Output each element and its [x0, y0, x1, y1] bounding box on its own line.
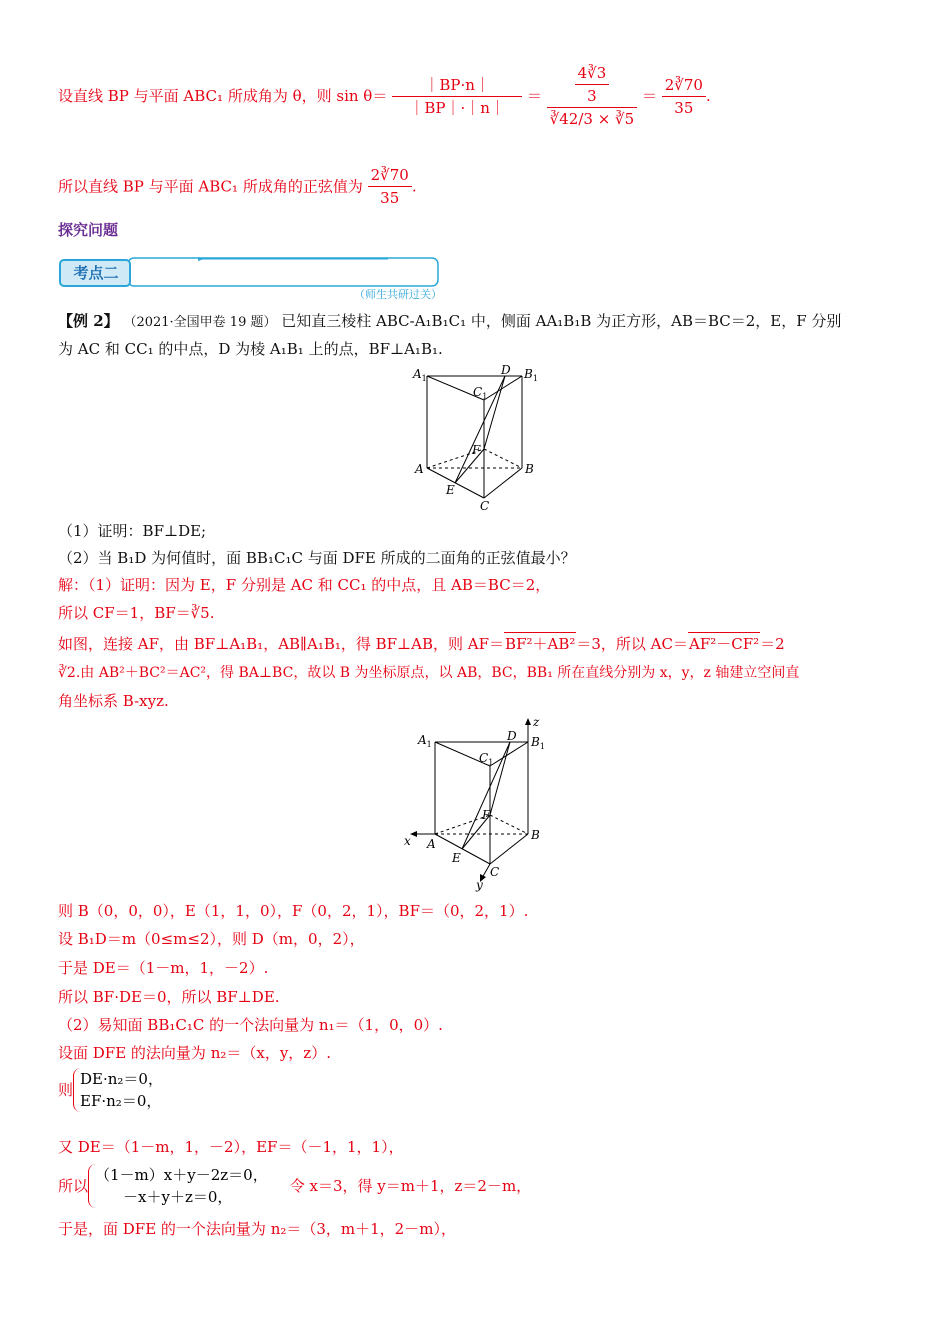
root-af-cf: AF²－CF² [688, 632, 760, 655]
system-2-brace [88, 1164, 268, 1208]
system-2-post: 令 x＝3，得 y＝m＋1，z＝2－m， [289, 1177, 532, 1195]
solution2-line-3: 于是 DE＝（1－m，1，－2）. [58, 959, 269, 977]
conclusion-fraction [368, 164, 412, 209]
system-2 [58, 1164, 531, 1208]
fraction-2-inner [575, 62, 610, 107]
solution-line-2: 所以 CF＝1，BF＝∛5. [58, 604, 215, 622]
solution2-line-8: 于是，面 DFE 的一个法向量为 n₂＝（3，m＋1，2－m）， [58, 1220, 456, 1238]
fraction-2-upper [547, 62, 637, 107]
label-E: E [446, 483, 455, 497]
solution2-line-6: 设面 DFE 的法向量为 n₂＝（x，y，z）. [58, 1044, 331, 1062]
label-B1: $B_1$ [531, 735, 545, 751]
solution-3e: ＝2 [760, 635, 785, 653]
solution-line-4: ∛2.由 AB²＋BC²＝AC²，得 BA⊥BC，故以 B 为坐标原点，以 AB，BC，BB₁ 所在直线分别为 x，y，z 轴建立空间直 [58, 665, 800, 681]
equals-sign-2: ＝ [641, 87, 657, 105]
sin-theta-formula: 设直线 BP 与平面 ABC₁ 所成角为 θ，则 sin θ＝ $\frac{|BP\cdot n|}{|BP|\cdot|n|}$ ＝ $\frac{\frac{4∛3}{3}}{∛42/3 \times ∛5}$ ＝ $\frac{2∛70}{35}$ . [58, 64, 711, 128]
solution2-line-1: 则 B（0，0，0），E（1，1，0），F（0，2，1），BF＝（0，2，1）. [58, 902, 529, 920]
label-F: F [482, 808, 491, 822]
fraction-1-denominator: ｜BP｜·｜n｜ [392, 96, 522, 119]
fraction-2-denominator: ∛42/3 × ∛5 [547, 107, 637, 130]
fraction-2 [547, 62, 637, 130]
example-text-1: 已知直三棱柱 ABC-A₁B₁C₁ 中，侧面 AA₁B₁B 为正方形，AB＝BC＝2，E，F 分别 [281, 312, 842, 330]
prism-figure-1 [405, 362, 555, 514]
label-C1: $C_1$ [479, 751, 494, 767]
label-D: D [501, 363, 511, 377]
fraction-2-inner-num: 4∛3 [577, 64, 607, 82]
fraction-2-inner-den: 3 [575, 84, 610, 107]
solution2-line-2: 设 B₁D＝m（0≤m≤2），则 D（m，0，2）， [58, 930, 365, 948]
fraction-3-denominator: 35 [662, 96, 706, 119]
label-B1: $B_1$ [524, 367, 538, 383]
conclusion-den: 35 [368, 186, 412, 209]
conclusion-num: 2∛70 [370, 166, 409, 184]
label-A: A [415, 462, 424, 476]
system-2-eq-a: （1－m）x＋y－2z＝0， [95, 1166, 268, 1184]
solution-line-3 [58, 632, 785, 655]
label-A1: $A_1$ [413, 367, 427, 383]
label-C: C [490, 865, 500, 879]
fraction-1-numerator: ｜BP·n｜ [424, 75, 490, 94]
example-tag: 【例 2】 [58, 312, 119, 330]
question-1: （1）证明：BF⊥DE; [58, 522, 207, 540]
section-title: 探究问题 [58, 221, 119, 239]
solution-line-5: 角坐标系 B-xyz. [58, 692, 169, 710]
conclusion-line: 所以直线 BP 与平面 ABC₁ 所成角的正弦值为 $\frac{2∛70}{35}$ . [58, 166, 417, 207]
label-C: C [480, 499, 490, 513]
label-A1: $A_1$ [418, 733, 432, 749]
label-A: A [427, 837, 436, 851]
root-bf-ab: BF²＋AB² [504, 632, 576, 655]
fraction-3-numerator: 2∛70 [664, 75, 703, 94]
example-line-1 [58, 310, 841, 334]
label-E: E [452, 851, 461, 865]
label-B: B [531, 828, 540, 842]
label-C1: $C_1$ [473, 385, 488, 401]
label-F: F [472, 443, 481, 457]
example-source: （2021·全国甲卷 19 题） [123, 315, 277, 330]
question-2: （2）当 B₁D 为何值时，面 BB₁C₁C 与面 DFE 所成的二面角的正弦值最小？ [58, 549, 576, 567]
kaodian-banner [58, 256, 442, 302]
label-B: B [525, 462, 534, 476]
prism-figure-2 [402, 716, 562, 892]
conclusion-text: 所以直线 BP 与平面 ABC₁ 所成角的正弦值为 [58, 177, 363, 196]
example-line-2: 为 AC 和 CC₁ 的中点，D 为棱 A₁B₁ 上的点，BF⊥A₁B₁. [58, 340, 443, 358]
system-1-eq-b: EF·n₂＝0， [80, 1092, 162, 1110]
kaodian-sub: （师生共研过关） [354, 288, 442, 301]
solution-line-1: 解：（1）证明：因为 E，F 分别是 AC 和 CC₁ 的中点，且 AB＝BC＝2， [58, 576, 551, 594]
solution-3c: ＝3，所以 AC＝ [576, 635, 688, 653]
equals-sign: ＝ [526, 87, 542, 105]
system-1-brace [73, 1068, 163, 1112]
label-z-axis: z [533, 716, 540, 729]
label-D: D [507, 729, 517, 743]
fraction-1 [392, 74, 522, 119]
kaodian-label: 考点二 [73, 264, 119, 282]
system-1-eq-a: DE·n₂＝0， [80, 1070, 163, 1088]
solution-3a: 如图，连接 AF，由 BF⊥A₁B₁，AB∥A₁B₁，得 BF⊥AB，则 AF＝ [58, 635, 505, 653]
fraction-3 [662, 74, 706, 119]
system-1-prefix: 则 [58, 1081, 74, 1099]
system-2-eq-b: －x＋y＋z＝0， [123, 1188, 233, 1206]
system-1 [58, 1068, 163, 1112]
sin-theta-prefix: 设直线 BP 与平面 ABC₁ 所成角为 θ，则 sin θ＝ [58, 87, 388, 105]
solution2-line-7: 又 DE＝（1－m，1，－2），EF＝（－1，1，1）， [58, 1138, 404, 1156]
label-x-axis: x [404, 834, 411, 848]
solution2-line-5: （2）易知面 BB₁C₁C 的一个法向量为 n₁＝（1，0，0）. [58, 1016, 443, 1034]
label-y-axis: y [476, 878, 483, 892]
system-2-prefix: 所以 [58, 1177, 89, 1195]
solution2-line-4: 所以 BF·DE＝0，所以 BF⊥DE. [58, 988, 280, 1006]
